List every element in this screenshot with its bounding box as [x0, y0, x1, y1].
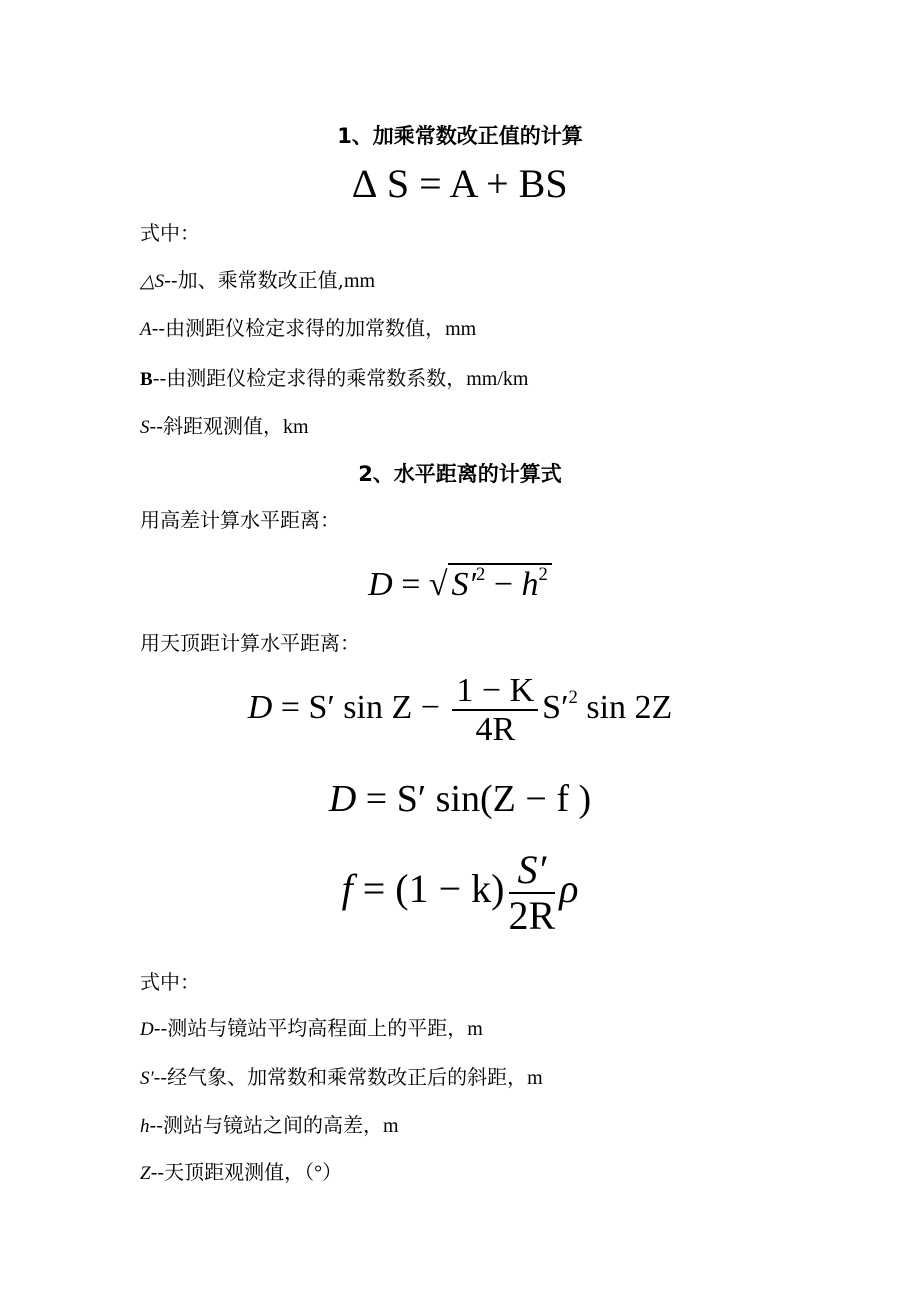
symbol: Z: [140, 1163, 151, 1184]
unit: m: [383, 1115, 399, 1137]
unit: m: [467, 1018, 483, 1040]
where-label-2: 式中：: [140, 970, 200, 994]
unit: mm/km: [466, 368, 529, 390]
minus: −: [493, 566, 514, 603]
unit: km: [283, 416, 309, 438]
definition-text: 加、乘常数改正值,: [177, 268, 344, 292]
equals: =: [401, 566, 421, 603]
definition-text: 经气象、加常数和乘常数改正后的斜距，: [167, 1065, 528, 1089]
lhs: D: [247, 689, 273, 727]
rho: ρ: [559, 866, 579, 912]
term: S′: [451, 566, 476, 603]
definition-text: 斜距观测值，: [163, 414, 284, 438]
unit: m: [527, 1067, 543, 1089]
lhs: f: [341, 866, 353, 912]
sqrt-icon: √: [428, 566, 448, 603]
fraction: [452, 672, 538, 749]
zenith-label: 用天顶距计算水平距离：: [140, 631, 360, 655]
definition-a: [140, 314, 476, 344]
definition-delta-s: [140, 266, 375, 296]
unit: mm: [445, 318, 477, 340]
formula-horizontal-zenith-2: [0, 775, 920, 823]
unit: （°）: [304, 1162, 343, 1184]
definition-text: 天顶距观测值，: [164, 1160, 305, 1184]
minus: −: [420, 689, 440, 727]
definition-text: 测站与镜站平均高程面上的平距，: [167, 1016, 468, 1040]
term: sin 2Z: [586, 689, 673, 727]
equals: =: [362, 866, 386, 912]
dash: --: [149, 1113, 164, 1137]
lhs: D: [328, 778, 357, 820]
term: h: [521, 566, 539, 603]
formula-horizontal-height: [0, 560, 920, 610]
unit: mm: [344, 270, 376, 292]
numerator: S′: [509, 848, 556, 894]
exponent: 2: [568, 687, 578, 709]
term: S′ sin Z: [308, 689, 413, 727]
symbol: S: [140, 417, 150, 438]
symbol: h: [140, 1116, 150, 1137]
denominator: 2R: [508, 893, 556, 938]
exponent: 2: [475, 564, 486, 586]
height-diff-label: 用高差计算水平距离：: [140, 508, 340, 532]
exponent: 2: [538, 564, 548, 586]
definition-d: [140, 1014, 483, 1044]
symbol: D: [140, 1019, 154, 1040]
definition-h: [140, 1111, 399, 1141]
equals: =: [365, 778, 388, 820]
dash: --: [152, 366, 167, 390]
symbol: A: [140, 319, 152, 340]
section2-title: 2、水平距离的计算式: [358, 462, 562, 486]
fraction: [509, 848, 556, 938]
rhs: S′ sin(Z − f ): [396, 778, 592, 820]
symbol: B: [140, 369, 153, 390]
dash: --: [151, 316, 166, 340]
dash: --: [164, 268, 178, 292]
factor: (1 − k): [395, 866, 505, 912]
equals: =: [280, 689, 300, 727]
formula-correction: ∆ S = A + BS: [352, 161, 568, 206]
radicand: [448, 563, 552, 603]
definition-s-prime: [140, 1063, 543, 1093]
dash: --: [150, 1160, 165, 1184]
where-label: 式中：: [140, 221, 200, 245]
definition-text: 由测距仪检定求得的乘常数系数，: [166, 366, 467, 390]
formula-horizontal-zenith-1: [0, 672, 920, 749]
dash: --: [149, 414, 164, 438]
lhs: D: [368, 566, 393, 603]
definition-b: [140, 364, 528, 394]
denominator: 4R: [475, 711, 516, 749]
section1-title: 1、加乘常数改正值的计算: [337, 124, 583, 148]
symbol: △S: [140, 271, 165, 292]
numerator: 1 − K: [452, 672, 538, 711]
definition-text: 测站与镜站之间的高差，: [163, 1113, 384, 1137]
dash: --: [153, 1016, 168, 1040]
definition-text: 由测距仪检定求得的加常数值，: [165, 316, 446, 340]
dash: --: [153, 1065, 168, 1089]
definition-z: [140, 1158, 342, 1188]
formula-f: [0, 848, 920, 938]
symbol: S′: [140, 1068, 154, 1089]
term: S′: [542, 689, 569, 727]
definition-s: [140, 412, 309, 442]
